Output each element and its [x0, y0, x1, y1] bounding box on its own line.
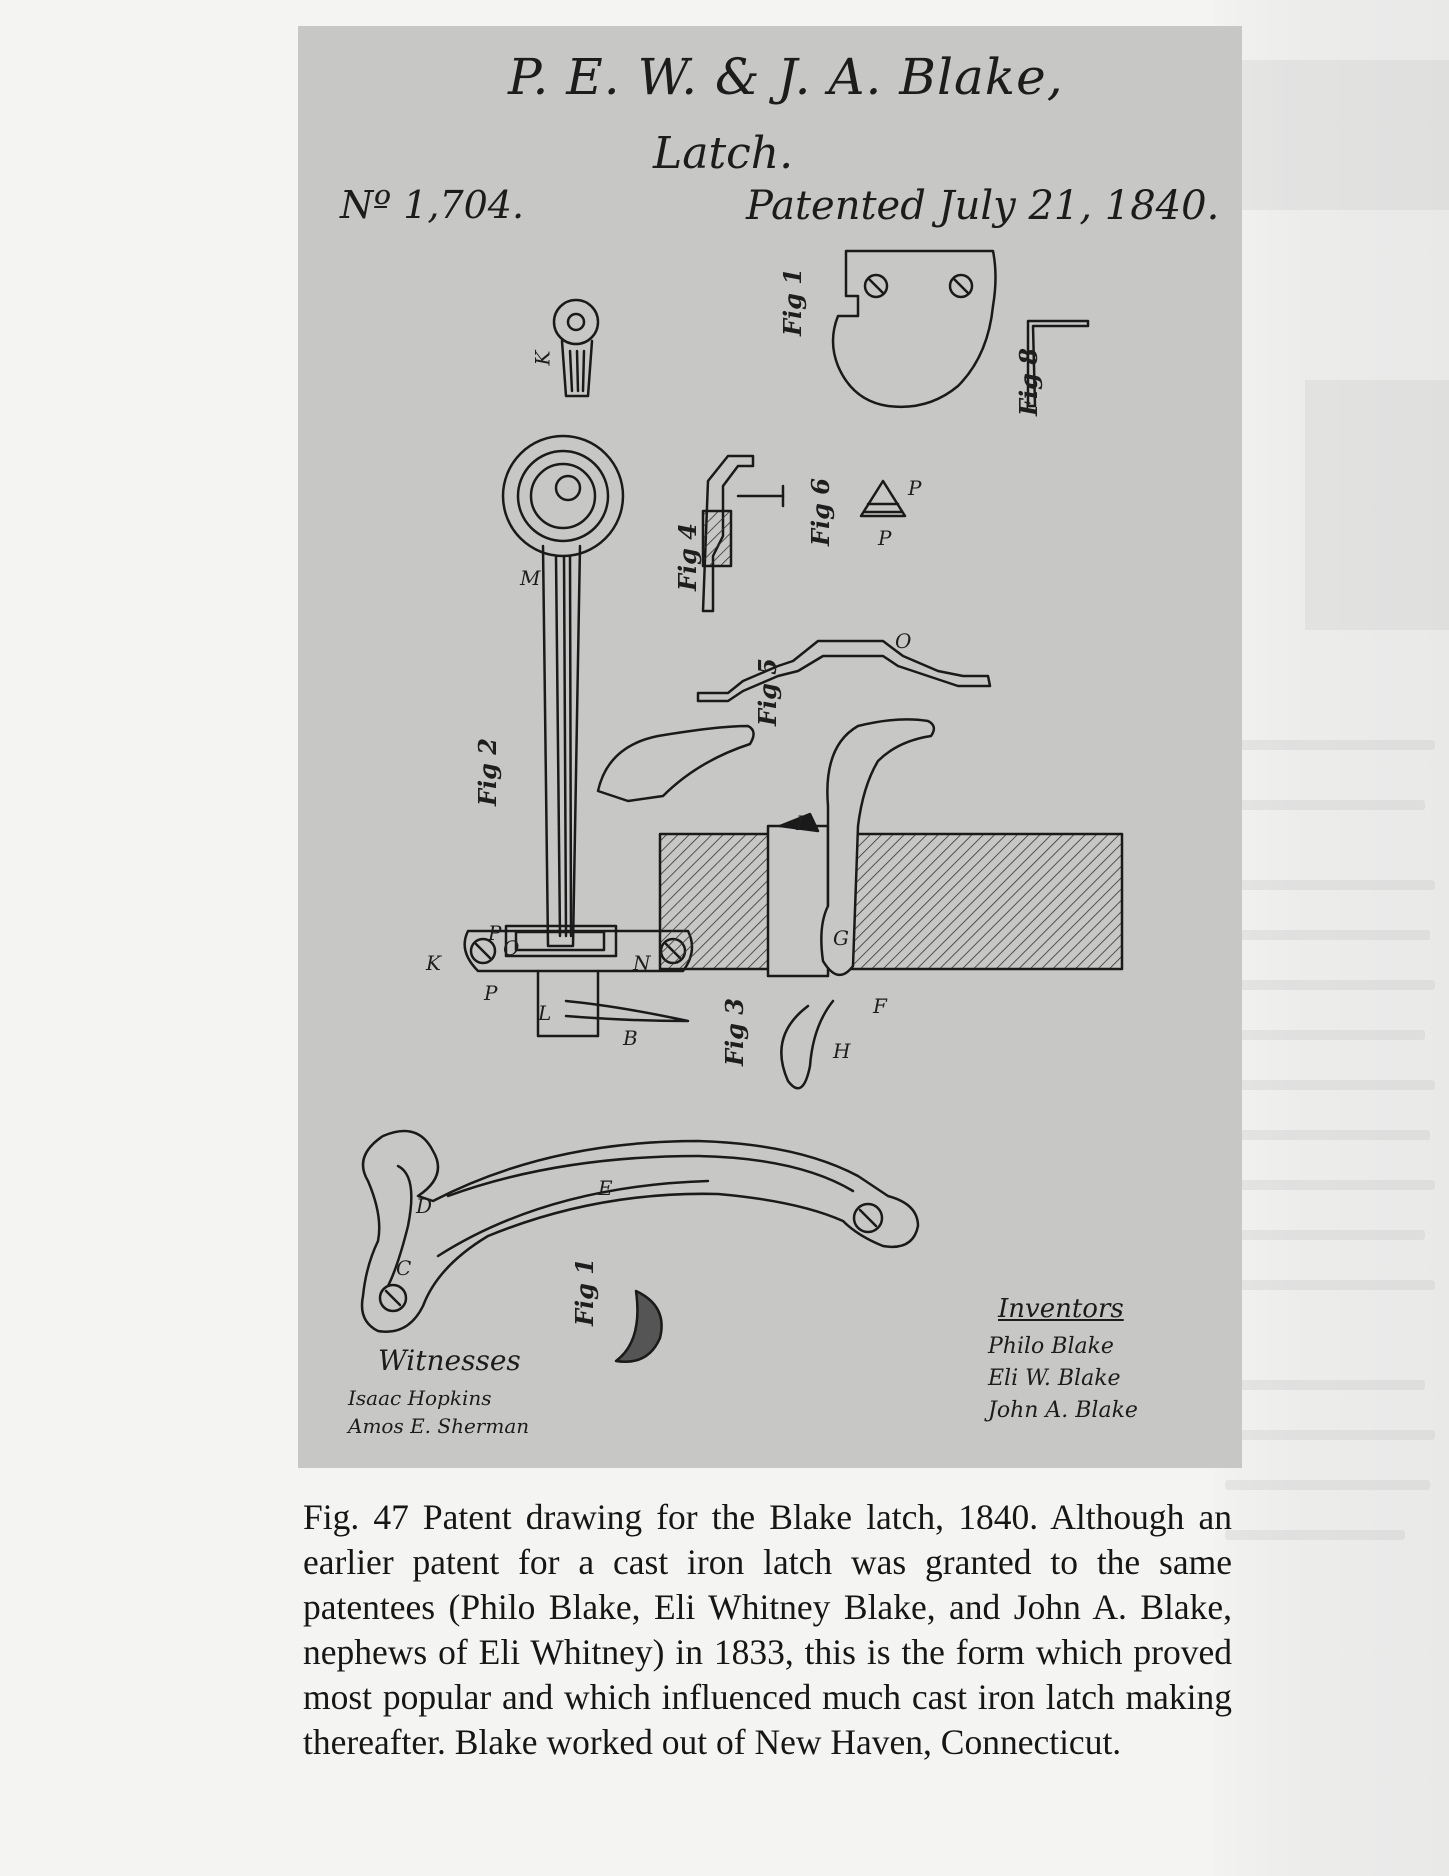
fig-label: Fig 8 — [1014, 348, 1043, 416]
bleed-line — [1225, 1380, 1425, 1390]
bleed-line — [1225, 880, 1435, 890]
patent-drawing-plate — [298, 26, 1242, 1468]
witness-signature: Amos E. Sherman — [348, 1414, 530, 1438]
bleed-line — [1225, 980, 1435, 990]
fig-label: Fig 5 — [753, 658, 782, 726]
part-letter: E — [598, 1176, 613, 1200]
patent-title: Latch. — [653, 128, 794, 179]
bleed-block — [1215, 60, 1449, 210]
fig-label: Fig 3 — [720, 998, 749, 1066]
part-letter: B — [623, 1026, 638, 1050]
bleed-line — [1225, 1280, 1435, 1290]
bleed-line — [1225, 930, 1430, 940]
witnesses-label: Witnesses — [378, 1344, 521, 1377]
part-k — [554, 300, 598, 396]
inventors-label: Inventors — [998, 1294, 1124, 1324]
part-letter: P — [484, 981, 498, 1005]
part-letter: I — [796, 811, 804, 835]
inventor-signature: John A. Blake — [988, 1398, 1138, 1423]
part-letter: P — [488, 921, 502, 945]
bleed-line — [1225, 1430, 1435, 1440]
caption-figure-number: Fig. 47 — [303, 1497, 409, 1537]
bleed-line — [1225, 1230, 1425, 1240]
bleed-line — [1225, 1080, 1435, 1090]
fig-label: Fig 1 — [570, 1258, 599, 1326]
part-letter: P — [878, 526, 892, 550]
inventor-signature: Eli W. Blake — [988, 1366, 1121, 1391]
fig-label: Fig 1 — [778, 268, 807, 336]
part-letter: G — [833, 926, 849, 950]
patent-date: Patented July 21, 1840. — [746, 183, 1220, 229]
part-letter: P — [908, 476, 922, 500]
part-letter: N — [633, 951, 651, 975]
part-letter: D — [416, 1194, 433, 1218]
part-letter: F — [873, 994, 887, 1018]
fig5-strip — [698, 641, 990, 701]
part-letter: O — [895, 629, 912, 653]
part-letter: C — [396, 1256, 412, 1280]
fig6 — [861, 481, 905, 516]
fig-label: Fig 4 — [673, 523, 702, 591]
part-letter: O — [503, 936, 520, 960]
bleed-line — [1225, 1130, 1430, 1140]
patent-drawing — [298, 26, 1242, 1468]
bleed-line — [1225, 740, 1435, 750]
part-letter: K — [530, 350, 555, 366]
fig-label: Fig 2 — [473, 738, 502, 806]
bleed-line — [1225, 800, 1425, 810]
patent-number: Nº 1,704. — [340, 183, 525, 227]
bleed-line — [1225, 1480, 1430, 1490]
fig4 — [703, 456, 783, 611]
bleed-line — [1225, 1530, 1405, 1540]
crescent — [616, 1291, 662, 1362]
part-letter: H — [833, 1039, 851, 1063]
part-letter: M — [520, 566, 541, 590]
part-letter: K — [426, 951, 441, 975]
bleed-block — [1305, 380, 1449, 630]
caption-text: Patent drawing for the Blake latch, 1840. Although an earlier patent for a cast iron latch was granted to the same patentees (Philo Blake, Eli Whitney Blake, and John A. Blake, nephews of Eli Whitney) in 1833, this is the form which proved most popular and which influenced much cast iron latch making thereafter. Blake worked out of New Haven, Connecticut. — [303, 1497, 1233, 1762]
inventor-signature: Philo Blake — [988, 1334, 1114, 1359]
facing-page-bleed — [1215, 0, 1449, 1876]
thumb-press — [598, 726, 754, 801]
fig-label: Fig 6 — [806, 478, 835, 546]
patentee-header: P. E. W. & J. A. Blake, — [508, 48, 1064, 106]
part-letter: L — [538, 1001, 552, 1025]
fig7-keeper-plate — [833, 251, 996, 407]
bleed-line — [1225, 1180, 1435, 1190]
witness-signature: Isaac Hopkins — [348, 1386, 492, 1410]
bleed-line — [1225, 1030, 1425, 1040]
figure-caption — [303, 1495, 1232, 1765]
